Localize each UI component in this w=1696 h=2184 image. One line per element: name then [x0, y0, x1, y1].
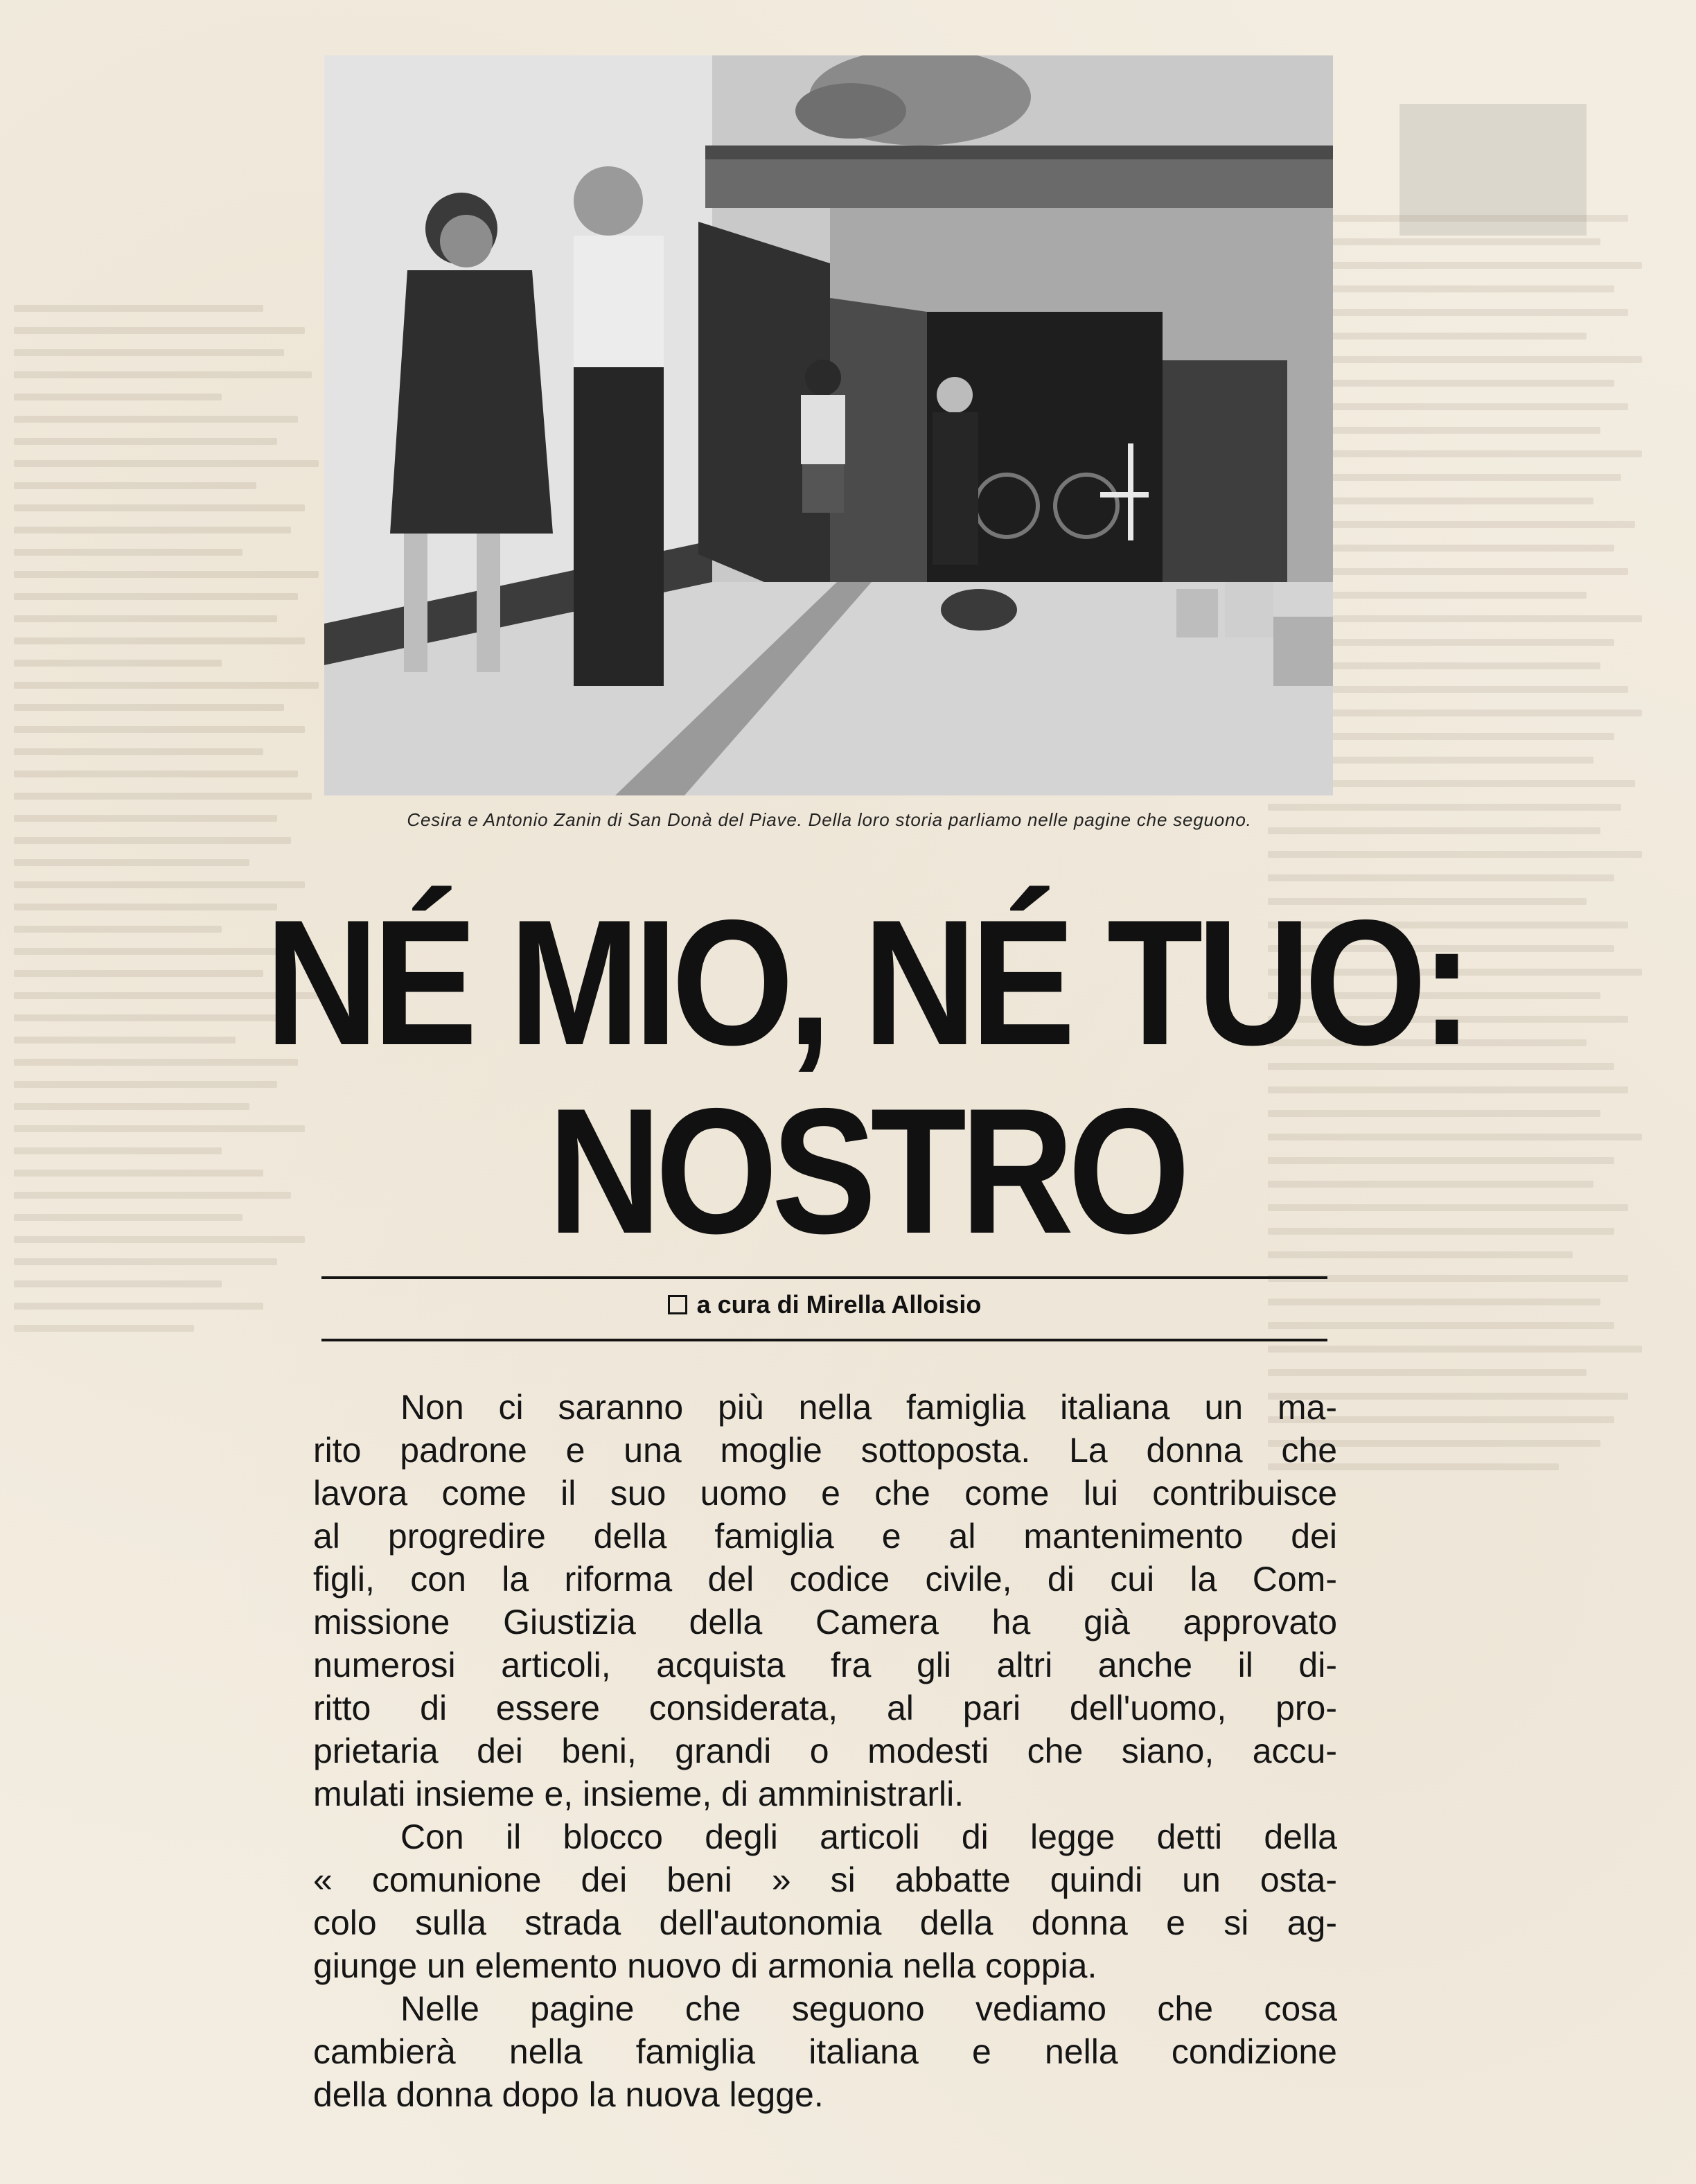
byline-rule-bottom: [321, 1339, 1327, 1341]
text-line: Con il blocco degli articoli di legge detti della: [400, 1817, 1337, 1856]
article-paragraph-1: [313, 1386, 1337, 1815]
article-paragraph-3: [313, 1987, 1337, 2116]
photo-man-trousers: [574, 367, 664, 686]
text-line: colo sulla strada dell'autonomia della donna e si ag-: [313, 1903, 1337, 1942]
photo-caption: Cesira e Antonio Zanin di San Donà del Piave. Della loro storia parliamo nelle pagine che seguono.: [407, 809, 1252, 830]
byline-rule-top: [321, 1276, 1327, 1279]
text-line: missione Giustizia della Camera ha già approvato: [313, 1603, 1337, 1641]
photo-right-door: [1163, 360, 1287, 617]
photo-man-shirt: [574, 236, 664, 374]
text-line: figli, con la riforma del codice civile, di cui la Com-: [313, 1560, 1337, 1599]
photo-woman-dress: [390, 270, 553, 534]
article-photo: [324, 55, 1333, 795]
text-line: rito padrone e una moglie sottoposta. La donna che: [313, 1431, 1337, 1470]
text-line: giunge un elemento nuovo di armonia nella coppia.: [313, 1946, 1097, 1985]
photo-woman-leg: [477, 534, 500, 672]
article-body: [313, 1386, 1337, 2116]
headline-line-1: NÉ MIO, NÉ TUO:: [265, 882, 1467, 1083]
photo-boy-shorts: [802, 464, 844, 513]
photo-scene: [324, 55, 1333, 795]
text-line: mulati insieme e, insieme, di amministrarli.: [313, 1774, 964, 1813]
photo-bucket-2: [1225, 582, 1273, 637]
square-bullet-icon: [668, 1295, 687, 1314]
photo-old-woman: [937, 377, 973, 413]
text-line: cambierà nella famiglia italiana e nella condizione: [313, 2032, 1337, 2071]
photo-boy-shirt: [801, 395, 845, 464]
photo-roof-underside: [705, 159, 1333, 208]
text-line: al progredire della famiglia e al mantenimento dei: [313, 1517, 1337, 1556]
article-paragraph-2: [313, 1815, 1337, 1987]
text-line: Nelle pagine che seguono vediamo che cosa: [400, 1989, 1337, 2028]
photo-bucket: [1176, 589, 1218, 637]
text-line: numerosi articoli, acquista fra gli altri anche il di-: [313, 1646, 1337, 1684]
text-line: lavora come il suo uomo e che come lui contribuisce: [313, 1474, 1337, 1513]
photo-chair: [1100, 492, 1149, 497]
text-line: Non ci saranno più nella famiglia italiana un ma-: [400, 1388, 1337, 1427]
photo-woman-face: [440, 215, 493, 267]
byline: [321, 1290, 1327, 1319]
text-line: prietaria dei beni, grandi o modesti che siano, accu-: [313, 1732, 1337, 1770]
photo-woman-legs: [404, 534, 427, 672]
photo-old-woman-dress: [933, 412, 978, 565]
headline: [42, 882, 1690, 1271]
text-line: ritto di essere considerata, al pari dell'uomo, pro-: [313, 1689, 1337, 1727]
photo-boy: [805, 360, 841, 396]
photo-roof: [705, 146, 1333, 159]
photo-tree-shadow: [795, 83, 906, 139]
photo-man-head: [574, 166, 643, 236]
photo-barrel: [1273, 617, 1333, 686]
photo-chair-back: [1128, 443, 1133, 540]
text-line: della donna dopo la nuova legge.: [313, 2075, 824, 2114]
byline-text: a cura di Mirella Alloisio: [696, 1290, 982, 1319]
headline-line-2: NOSTRO: [547, 1071, 1185, 1271]
text-line: « comunione dei beni » si abbatte quindi un osta-: [313, 1860, 1337, 1899]
photo-hen: [941, 589, 1017, 631]
